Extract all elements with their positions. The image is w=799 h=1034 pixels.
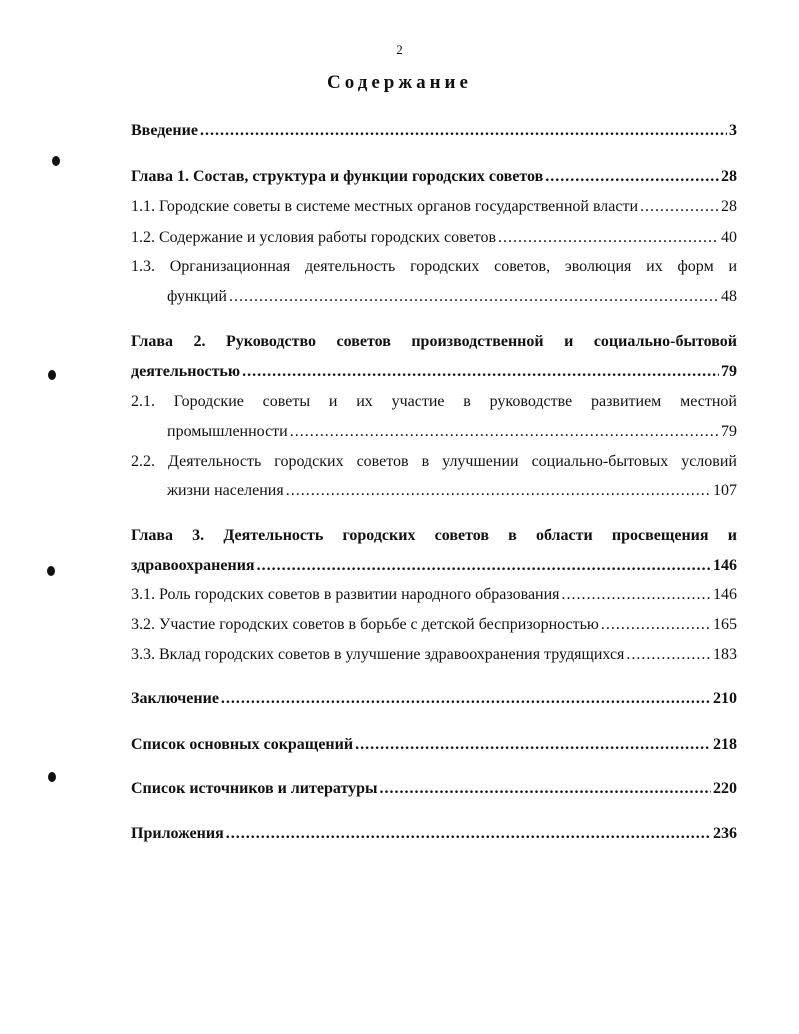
word: руководстве bbox=[489, 393, 573, 410]
word: области bbox=[535, 527, 593, 544]
toc-entry-intro[interactable] bbox=[131, 122, 737, 144]
toc-entry-chapter-3[interactable] bbox=[131, 527, 737, 549]
word: советы bbox=[262, 393, 311, 410]
toc-entry-chapter-1[interactable] bbox=[131, 168, 737, 190]
toc-entry-sources[interactable] bbox=[131, 780, 737, 802]
word: советов bbox=[434, 527, 489, 544]
toc-entry-section-1-3[interactable] bbox=[131, 258, 737, 280]
leader-dots bbox=[498, 229, 719, 247]
leader-dots bbox=[640, 198, 719, 216]
word: в bbox=[421, 453, 430, 470]
toc-page-number: 183 bbox=[713, 646, 737, 663]
leader-dots bbox=[626, 646, 711, 664]
toc-entry-label: функций bbox=[167, 288, 227, 305]
toc-entry-label: Заключение bbox=[131, 690, 219, 707]
toc-entry-label: Приложения bbox=[131, 825, 224, 842]
leader-dots bbox=[229, 288, 719, 306]
toc-entry-chapter-2-cont[interactable] bbox=[131, 363, 737, 385]
word: и bbox=[564, 333, 574, 350]
toc-entry-chapter-3-cont[interactable] bbox=[131, 557, 737, 579]
word: советов bbox=[356, 453, 409, 470]
page-title: Содержание bbox=[327, 72, 472, 93]
binder-hole-mark bbox=[48, 772, 56, 782]
toc-entry-section-1-1[interactable] bbox=[131, 198, 737, 220]
binder-hole-mark bbox=[48, 370, 56, 380]
word: форм bbox=[677, 258, 714, 275]
toc-page-number: 236 bbox=[713, 825, 737, 842]
leader-dots bbox=[200, 122, 727, 140]
word: городских bbox=[274, 453, 344, 470]
word: эволюция bbox=[564, 258, 632, 275]
leader-dots bbox=[355, 736, 711, 754]
toc-page-number: 28 bbox=[721, 168, 737, 185]
word: развитием bbox=[590, 393, 662, 410]
toc-entry-label: деятельностью bbox=[131, 363, 241, 380]
binder-hole-mark bbox=[52, 156, 60, 166]
word: участие bbox=[391, 393, 445, 410]
toc-entry-section-2-2[interactable] bbox=[131, 453, 737, 475]
page-number: 2 bbox=[396, 42, 403, 57]
toc-page-number: 146 bbox=[713, 586, 737, 603]
toc-entry-section-2-1-cont[interactable] bbox=[167, 423, 737, 445]
toc-entry-section-2-1[interactable] bbox=[131, 393, 737, 415]
toc-page-number: 218 bbox=[713, 736, 737, 753]
leader-dots bbox=[545, 168, 719, 186]
toc-entry-label: промышленности bbox=[167, 423, 288, 440]
word: социально-бытовой bbox=[593, 333, 737, 350]
word: их bbox=[356, 393, 373, 410]
toc-entry-abbreviations[interactable] bbox=[131, 736, 737, 758]
toc-entry-label: 1.2. Содержание и условия работы городских советов bbox=[131, 229, 497, 246]
toc-entry-section-1-2[interactable] bbox=[131, 229, 737, 251]
toc-entry-label: 3.1. Роль городских советов в развитии народного образования bbox=[131, 586, 560, 603]
toc-page-number: 107 bbox=[713, 482, 737, 499]
word: 2.2. bbox=[131, 453, 155, 470]
toc-entry-label: здравоохранения bbox=[131, 557, 255, 574]
word: Руководство bbox=[225, 333, 317, 350]
toc-entry-section-3-3[interactable] bbox=[131, 646, 737, 668]
toc-entry-section-2-2-cont[interactable] bbox=[167, 482, 737, 504]
toc-entry-label: Введение bbox=[131, 122, 198, 139]
word: 2. bbox=[193, 333, 206, 350]
binder-hole-mark bbox=[47, 566, 55, 576]
toc-entry-label: Глава 1. Состав, структура и функции городских советов bbox=[131, 168, 544, 185]
leader-dots bbox=[242, 363, 719, 381]
toc-entry-label: 3.3. Вклад городских советов в улучшение здравоохранения трудящихся bbox=[131, 646, 625, 663]
leader-dots bbox=[226, 825, 711, 843]
word: местной bbox=[680, 393, 737, 410]
word: 2.1. bbox=[131, 393, 155, 410]
word: 1.3. bbox=[131, 258, 155, 275]
word: Глава bbox=[131, 333, 173, 350]
word: Организационная bbox=[169, 258, 291, 275]
toc-entry-label: 3.2. Участие городских советов в борьбе с детской беспризорностью bbox=[131, 616, 599, 633]
word: социально-бытовых bbox=[531, 453, 669, 470]
word: Деятельность bbox=[223, 527, 324, 544]
toc-page-number: 220 bbox=[713, 780, 737, 797]
toc-entry-chapter-2[interactable] bbox=[131, 333, 737, 355]
word: в bbox=[463, 393, 471, 410]
word: их bbox=[646, 258, 663, 275]
toc-entry-conclusion[interactable] bbox=[131, 690, 737, 712]
toc-entry-label: 1.1. Городские советы в системе местных органов государственной власти bbox=[131, 198, 639, 215]
toc-entry-label: жизни населения bbox=[167, 482, 284, 499]
toc-page-number: 165 bbox=[713, 616, 737, 633]
word: и bbox=[727, 527, 737, 544]
toc-entry-section-3-1[interactable] bbox=[131, 586, 737, 608]
word: советов, bbox=[494, 258, 551, 275]
toc-entry-label: Список источников и литературы bbox=[131, 780, 378, 797]
word: и bbox=[728, 258, 737, 275]
toc-page-number: 79 bbox=[721, 423, 737, 440]
toc-page-number: 28 bbox=[721, 198, 737, 215]
word: деятельность bbox=[304, 258, 396, 275]
toc-page-number: 40 bbox=[721, 229, 737, 246]
toc-entry-label: Список основных сокращений bbox=[131, 736, 354, 753]
word: в bbox=[508, 527, 517, 544]
word: советов bbox=[336, 333, 391, 350]
word: 3. bbox=[192, 527, 205, 544]
toc-page-number: 3 bbox=[729, 122, 737, 139]
word: Городские bbox=[173, 393, 244, 410]
word: городских bbox=[410, 258, 480, 275]
leader-dots bbox=[562, 586, 711, 604]
leader-dots bbox=[379, 780, 711, 798]
word: производственной bbox=[411, 333, 544, 350]
toc-page-number: 146 bbox=[713, 557, 737, 574]
word: условий bbox=[681, 453, 737, 470]
word: просвещения bbox=[611, 527, 709, 544]
word: Глава bbox=[131, 527, 173, 544]
toc-entry-section-3-2[interactable] bbox=[131, 616, 737, 638]
toc-page-number: 79 bbox=[721, 363, 737, 380]
leader-dots bbox=[290, 423, 719, 441]
toc-page-number: 48 bbox=[721, 288, 737, 305]
word: и bbox=[328, 393, 338, 410]
word: городских bbox=[342, 527, 416, 544]
word: улучшении bbox=[442, 453, 519, 470]
leader-dots bbox=[221, 690, 711, 708]
leader-dots bbox=[601, 616, 711, 634]
leader-dots bbox=[257, 557, 711, 575]
toc-page-number: 210 bbox=[713, 690, 737, 707]
toc-entry-section-1-3-cont[interactable] bbox=[167, 288, 737, 310]
leader-dots bbox=[286, 482, 711, 500]
toc-entry-appendices[interactable] bbox=[131, 825, 737, 847]
word: Деятельность bbox=[168, 453, 262, 470]
